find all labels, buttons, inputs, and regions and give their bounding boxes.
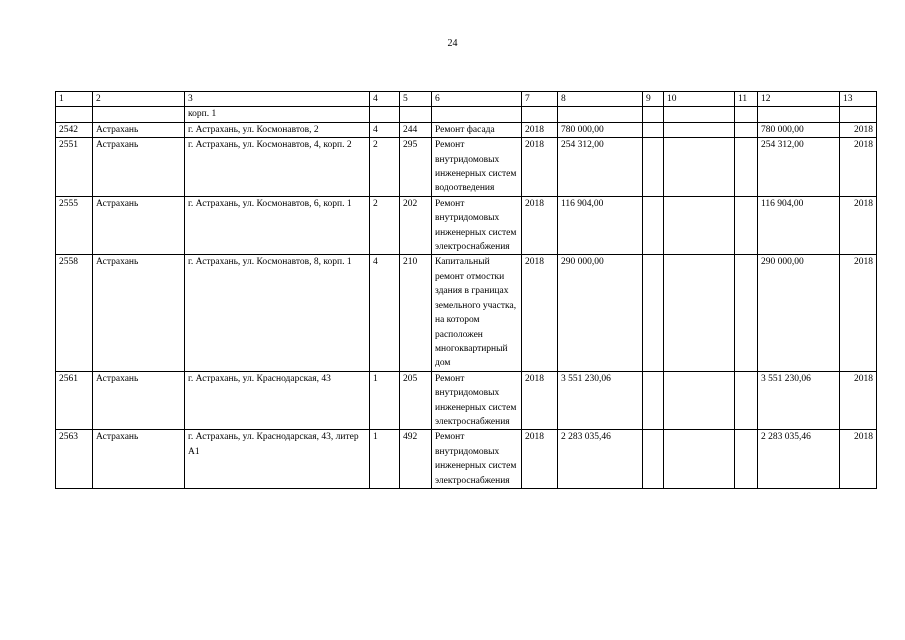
- cell-col11: [735, 255, 758, 371]
- cell-cost: 290 000,00: [558, 255, 643, 371]
- column-header: 7: [522, 92, 558, 107]
- cell-col11: [735, 122, 758, 137]
- cell-col9: [643, 371, 664, 430]
- table-row: [56, 196, 877, 255]
- cell-year-end: 2018: [840, 255, 877, 371]
- cell-col5: 244: [400, 122, 432, 137]
- cell: [664, 107, 735, 122]
- cell: [840, 107, 877, 122]
- column-header: 9: [643, 92, 664, 107]
- cell-city: Астрахань: [93, 196, 185, 255]
- cell-year-end: 2018: [840, 371, 877, 430]
- cell-col5: 492: [400, 430, 432, 489]
- cell-col4: 2: [370, 196, 400, 255]
- cell-work-type: Ремонт фасада: [432, 122, 522, 137]
- cell-city: Астрахань: [93, 122, 185, 137]
- cell-col4: 1: [370, 371, 400, 430]
- cell-cost: 254 312,00: [558, 138, 643, 197]
- cell-col9: [643, 138, 664, 197]
- cell-cost: 780 000,00: [558, 122, 643, 137]
- cell-col10: [664, 138, 735, 197]
- cell-work-type: Ремонт внутридомовых инженерных систем водоотведения: [432, 138, 522, 197]
- cell-total: 3 551 230,06: [758, 371, 840, 430]
- cell-col4: 4: [370, 255, 400, 371]
- cell-work-type: Ремонт внутридомовых инженерных систем электроснабжения: [432, 371, 522, 430]
- cell-year-end: 2018: [840, 122, 877, 137]
- cell-cost: 2 283 035,46: [558, 430, 643, 489]
- page-number: 24: [447, 38, 458, 49]
- cell-year: 2018: [522, 122, 558, 137]
- cell-col9: [643, 430, 664, 489]
- cell-col11: [735, 138, 758, 197]
- cell-work-type: Капитальный ремонт отмостки здания в границах земельного участка, на котором расположен многоквартирный дом: [432, 255, 522, 371]
- cell-address: г. Астрахань, ул. Космонавтов, 4, корп. 2: [185, 138, 370, 197]
- cell-city: Астрахань: [93, 430, 185, 489]
- cell-total: 290 000,00: [758, 255, 840, 371]
- cell-id: 2563: [56, 430, 93, 489]
- column-header: 13: [840, 92, 877, 107]
- cell-col5: 202: [400, 196, 432, 255]
- table-row: [56, 122, 877, 137]
- cell-col10: [664, 196, 735, 255]
- column-header: 6: [432, 92, 522, 107]
- cell: [643, 107, 664, 122]
- column-header: 12: [758, 92, 840, 107]
- cell-total: 116 904,00: [758, 196, 840, 255]
- cell-col5: 205: [400, 371, 432, 430]
- cell-work-type: Ремонт внутридомовых инженерных систем электроснабжения: [432, 430, 522, 489]
- cell-col10: [664, 255, 735, 371]
- cell-col11: [735, 196, 758, 255]
- cell-col9: [643, 122, 664, 137]
- table-row: [56, 255, 877, 371]
- cell-col4: 2: [370, 138, 400, 197]
- cell-col5: 295: [400, 138, 432, 197]
- cell: [370, 107, 400, 122]
- cell-address: г. Астрахань, ул. Космонавтов, 2: [185, 122, 370, 137]
- cell-address: г. Астрахань, ул. Космонавтов, 8, корп. 1: [185, 255, 370, 371]
- cell: [522, 107, 558, 122]
- column-header: 11: [735, 92, 758, 107]
- cell-id: 2551: [56, 138, 93, 197]
- cell-city: Астрахань: [93, 371, 185, 430]
- column-header: 1: [56, 92, 93, 107]
- cell-col10: [664, 371, 735, 430]
- table-row: [56, 138, 877, 197]
- cell-work-type: Ремонт внутридомовых инженерных систем электроснабжения: [432, 196, 522, 255]
- cell-year-end: 2018: [840, 196, 877, 255]
- cell-total: 780 000,00: [758, 122, 840, 137]
- cell-year: 2018: [522, 430, 558, 489]
- cell-col11: [735, 371, 758, 430]
- column-header: 3: [185, 92, 370, 107]
- cell-year-end: 2018: [840, 430, 877, 489]
- column-header: 2: [93, 92, 185, 107]
- cell-cost: 116 904,00: [558, 196, 643, 255]
- cell: [735, 107, 758, 122]
- cell-address: г. Астрахань, ул. Краснодарская, 43, литер А1: [185, 430, 370, 489]
- cell-col10: [664, 122, 735, 137]
- cell-city: Астрахань: [93, 255, 185, 371]
- cell-total: 2 283 035,46: [758, 430, 840, 489]
- cell-col9: [643, 255, 664, 371]
- cell-id: 2542: [56, 122, 93, 137]
- cell-city: Астрахань: [93, 138, 185, 197]
- cell: [558, 107, 643, 122]
- cell-col5: 210: [400, 255, 432, 371]
- cell-col4: 1: [370, 430, 400, 489]
- cell: [758, 107, 840, 122]
- column-header: 4: [370, 92, 400, 107]
- cell-address: г. Астрахань, ул. Космонавтов, 6, корп. 1: [185, 196, 370, 255]
- cell: [400, 107, 432, 122]
- cell-col9: [643, 196, 664, 255]
- capital-repair-table: [55, 91, 877, 489]
- cell-year-end: 2018: [840, 138, 877, 197]
- header-row: [56, 92, 877, 107]
- cell-col4: 4: [370, 122, 400, 137]
- cell-year: 2018: [522, 255, 558, 371]
- cell-total: 254 312,00: [758, 138, 840, 197]
- cell-id: 2558: [56, 255, 93, 371]
- cell-year: 2018: [522, 371, 558, 430]
- cell-year: 2018: [522, 196, 558, 255]
- cell-cost: 3 551 230,06: [558, 371, 643, 430]
- column-header: 5: [400, 92, 432, 107]
- cell-col11: [735, 430, 758, 489]
- cell-id: 2555: [56, 196, 93, 255]
- continuation-row: [56, 107, 877, 122]
- column-header: 10: [664, 92, 735, 107]
- cell-id: 2561: [56, 371, 93, 430]
- cell-year: 2018: [522, 138, 558, 197]
- cell: [432, 107, 522, 122]
- cell-address: г. Астрахань, ул. Краснодарская, 43: [185, 371, 370, 430]
- table-row: [56, 371, 877, 430]
- cell: [56, 107, 93, 122]
- cell: [93, 107, 185, 122]
- cell-address: корп. 1: [185, 107, 370, 122]
- column-header: 8: [558, 92, 643, 107]
- cell-col10: [664, 430, 735, 489]
- table-row: [56, 430, 877, 489]
